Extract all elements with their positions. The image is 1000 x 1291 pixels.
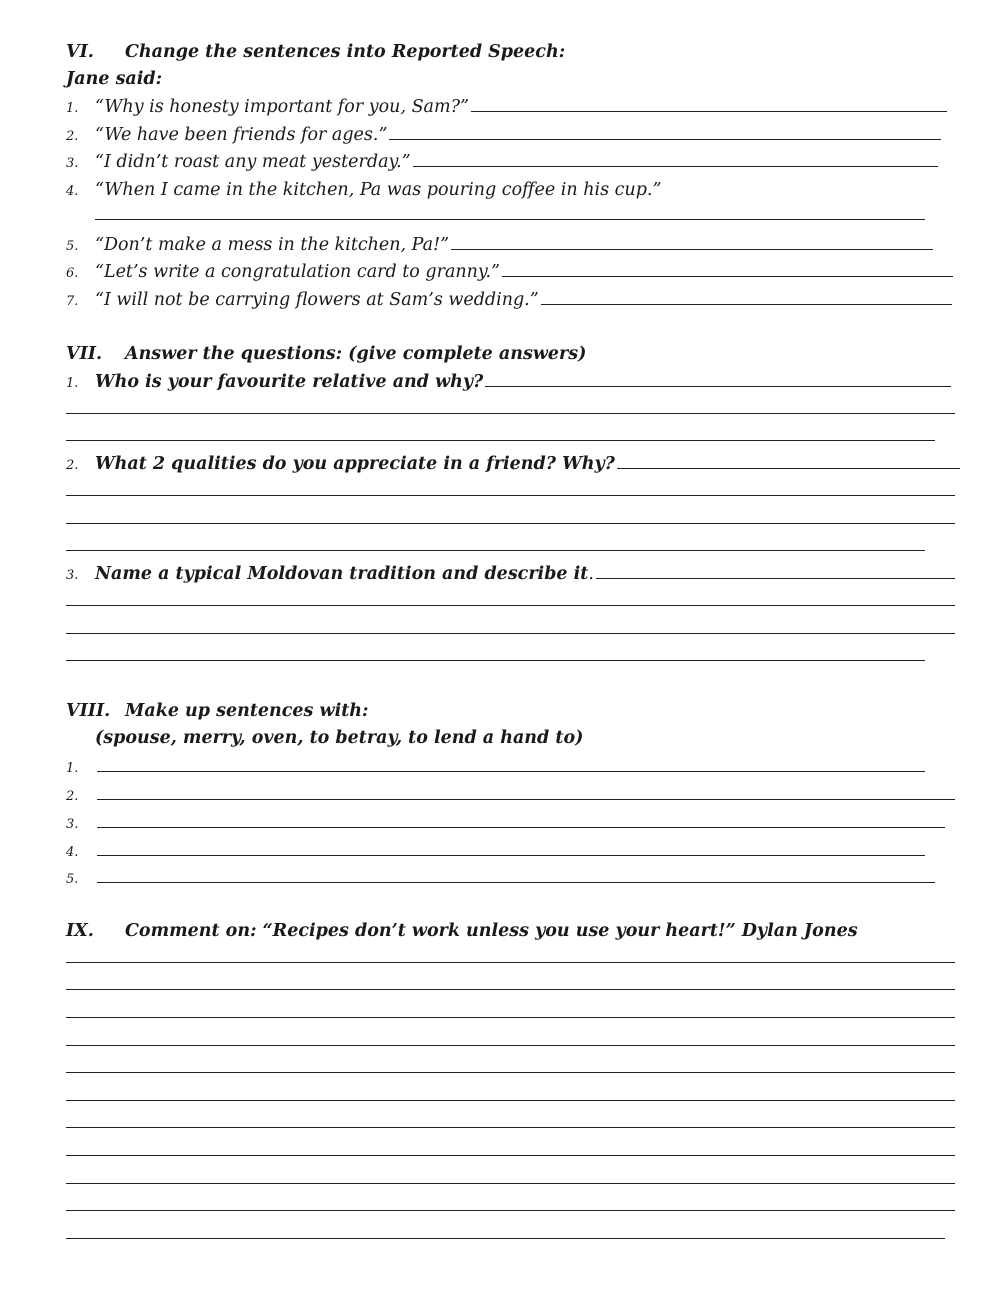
section-9-heading: [66, 913, 956, 941]
answer-line[interactable]: [66, 1238, 945, 1239]
sentence-item-5: [66, 860, 935, 888]
answer-line[interactable]: [389, 139, 941, 140]
item-sentence: “Why is honesty important for you, Sam?”: [95, 97, 469, 117]
answer-line[interactable]: [66, 1100, 955, 1101]
answer-line[interactable]: [66, 962, 955, 963]
answer-line[interactable]: [66, 1127, 955, 1128]
answer-line[interactable]: [541, 304, 952, 305]
section-8-roman: VIII.: [66, 701, 111, 721]
reported-item-1: [66, 89, 947, 117]
sentence-number: 5.: [66, 872, 79, 887]
answer-line[interactable]: [66, 550, 925, 551]
question-number: 1.: [66, 376, 79, 391]
section-9-roman: IX.: [66, 921, 94, 941]
reported-item-2: [66, 117, 941, 145]
reported-item-6: [66, 254, 953, 282]
answer-line[interactable]: [66, 1072, 955, 1073]
sentence-item-2: [66, 777, 955, 805]
item-sentence: “When I came in the kitchen, Pa was pouring coffee in his cup.”: [95, 180, 662, 200]
section-8-words: (spouse, merry, oven, to betray, to lend a hand to): [95, 728, 584, 748]
item-number: 1.: [66, 101, 79, 116]
answer-line[interactable]: [66, 413, 955, 414]
section-6-heading: [66, 34, 956, 62]
answer-line[interactable]: [66, 1045, 955, 1046]
question-2: [66, 446, 960, 474]
answer-line[interactable]: [471, 111, 947, 112]
item-sentence: “I will not be carrying flowers at Sam’s wedding.”: [95, 290, 539, 310]
reported-item-3: [66, 144, 938, 172]
section-6-subtitle: Jane said:: [66, 69, 163, 89]
item-number: 6.: [66, 266, 79, 281]
answer-line[interactable]: [66, 1183, 955, 1184]
question-3: [66, 556, 955, 584]
answer-line[interactable]: [97, 882, 935, 883]
answer-line[interactable]: [596, 578, 955, 579]
answer-line[interactable]: [97, 827, 945, 828]
question-text: Name a typical Moldovan tradition and describe it: [95, 564, 589, 584]
question-text-period: .: [588, 564, 594, 584]
sentence-number: 1.: [66, 761, 79, 776]
section-8-words-row: [95, 720, 956, 748]
answer-line[interactable]: [66, 633, 955, 634]
sentence-item-1: [66, 749, 925, 777]
section-7-title: Answer the questions: (give complete answers): [125, 344, 587, 364]
item-number: 5.: [66, 239, 79, 254]
section-7-roman: VII.: [66, 344, 103, 364]
answer-line[interactable]: [97, 799, 955, 800]
item-number: 4.: [66, 184, 79, 199]
sentence-item-3: [66, 805, 945, 833]
reported-item-5: [66, 227, 933, 255]
answer-line[interactable]: [485, 386, 951, 387]
answer-line[interactable]: [66, 605, 955, 606]
item-sentence: “I didn’t roast any meat yesterday.”: [95, 152, 411, 172]
answer-line[interactable]: [66, 440, 935, 441]
answer-line[interactable]: [66, 1210, 955, 1211]
reported-item-7: [66, 282, 952, 310]
question-text: Who is your favourite relative and why?: [95, 372, 484, 392]
question-1: [66, 364, 951, 392]
question-number: 2.: [66, 458, 79, 473]
item-sentence: “We have been friends for ages.”: [95, 125, 388, 145]
sentence-number: 4.: [66, 845, 79, 860]
question-text: What 2 qualities do you appreciate in a friend? Why?: [95, 454, 615, 474]
item-number: 3.: [66, 156, 79, 171]
question-number: 3.: [66, 568, 79, 583]
answer-line[interactable]: [97, 771, 925, 772]
answer-line[interactable]: [66, 989, 955, 990]
answer-line[interactable]: [95, 219, 925, 220]
answer-line[interactable]: [66, 1155, 955, 1156]
answer-line[interactable]: [413, 166, 938, 167]
answer-line[interactable]: [66, 495, 955, 496]
section-6-subtitle-row: [66, 61, 956, 89]
section-8-heading: [66, 693, 956, 721]
section-6-title: Change the sentences into Reported Speech:: [125, 42, 566, 62]
answer-line[interactable]: [502, 276, 953, 277]
answer-line[interactable]: [451, 249, 933, 250]
item-number: 2.: [66, 129, 79, 144]
item-sentence: “Let’s write a congratulation card to granny.”: [95, 262, 501, 282]
sentence-item-4: [66, 833, 925, 861]
item-sentence: “Don’t make a mess in the kitchen, Pa!”: [95, 235, 450, 255]
section-7-heading: [66, 336, 956, 364]
answer-line[interactable]: [66, 660, 925, 661]
answer-line[interactable]: [97, 855, 925, 856]
sentence-number: 2.: [66, 789, 79, 804]
sentence-number: 3.: [66, 817, 79, 832]
reported-item-4: [66, 172, 956, 200]
section-9-title: Comment on: “Recipes don’t work unless you use your heart!” Dylan Jones: [125, 921, 858, 941]
answer-line[interactable]: [66, 523, 955, 524]
section-8-title: Make up sentences with:: [125, 701, 369, 721]
item-number: 7.: [66, 294, 79, 309]
answer-line[interactable]: [617, 468, 960, 469]
answer-line[interactable]: [66, 1017, 955, 1018]
section-6-roman: VI.: [66, 42, 94, 62]
